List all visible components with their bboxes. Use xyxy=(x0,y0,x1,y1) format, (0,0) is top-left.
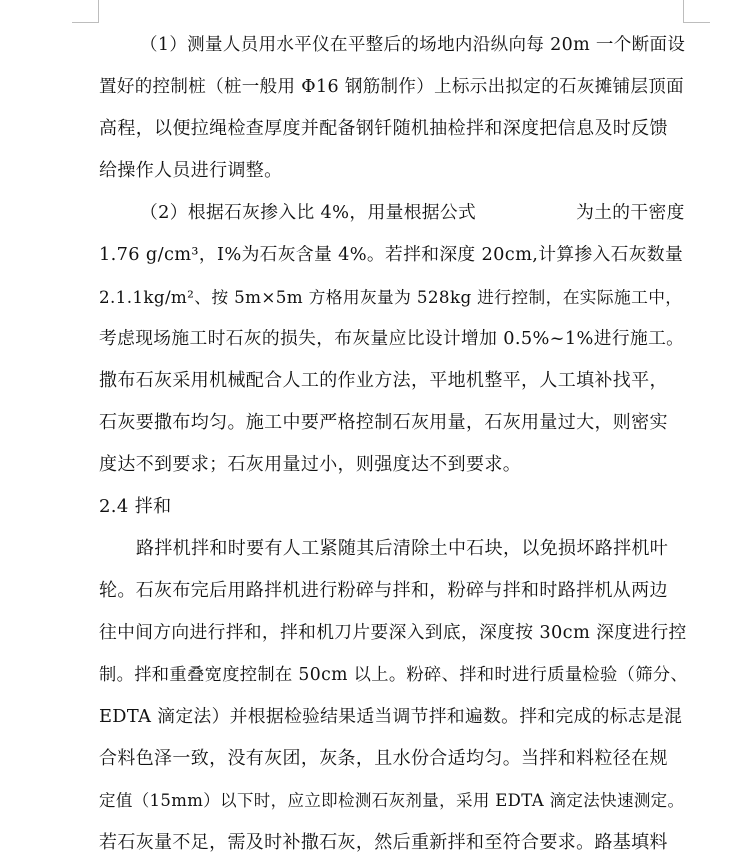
paragraph-3-line-1: 路拌机拌和时要有人工紧随其后清除土中石块，以免损坏路拌机叶 xyxy=(136,538,669,559)
paragraph-2-line-1-start: （2）根据石灰掺入比 4%，用量根据公式 xyxy=(140,203,477,223)
paragraph-3-line-7: 定值（15mm）以下时，应立即检测石灰剂量，采用 EDTA 滴定法快速测定。 xyxy=(99,791,685,810)
paragraph-2-line-5: 撒布石灰采用机械配合人工的作业方法，平地机整平，人工填补找平， xyxy=(99,370,668,391)
paragraph-2-line-4: 考虑现场施工时石灰的损失，布灰量应比设计增加 0.5%~1%进行施工。 xyxy=(99,329,685,349)
paragraph-1-line-3: 高程，以便拉绳检查厚度并配备钢钎随机抽检拌和深度把信息及时反馈 xyxy=(99,118,668,139)
paragraph-2-line-1 xyxy=(140,199,688,227)
paragraph-3-line-3: 往中间方向进行拌和，拌和机刀片要深入到底，深度按 30cm 深度进行控 xyxy=(99,623,687,643)
paragraph-2-line-2: 1.76 g/cm³，I%为石灰含量 4%。若拌和深度 20cm,计算掺入石灰数量 xyxy=(99,245,684,265)
page-corner-mark-top-left xyxy=(72,0,99,23)
page-corner-mark-top-right xyxy=(683,0,710,23)
section-heading-2-4: 2.4 拌和 xyxy=(99,496,172,517)
paragraph-3-line-6: 合料色泽一致，没有灰团，灰条，且水份合适均匀。当拌和料粒径在规 xyxy=(99,748,668,769)
paragraph-3-line-8: 若石灰量不足，需及时补撒石灰，然后重新拌和至符合要求。路基填料 xyxy=(99,832,668,853)
paragraph-3-line-4: 制。拌和重叠宽度控制在 50cm 以上。粉碎、拌和时进行质量检验（筛分、 xyxy=(99,665,689,685)
paragraph-1-line-1: （1）测量人员用水平仪在平整后的场地内沿纵向每 20m 一个断面设 xyxy=(140,35,686,55)
paragraph-3-line-5: EDTA 滴定法）并根据检验结果适当调节拌和遍数。拌和完成的标志是混 xyxy=(99,707,683,727)
paragraph-2-line-6: 石灰要撒布均匀。施工中要严格控制石灰用量，石灰用量过大，则密实 xyxy=(99,412,668,433)
paragraph-2-line-7: 度达不到要求；石灰用量过小，则强度达不到要求。 xyxy=(99,454,522,475)
paragraph-2-line-3: 2.1.1kg/m²、按 5m×5m 方格用灰量为 528kg 进行控制，在实际施工中， xyxy=(99,287,683,307)
paragraph-1-line-2: 置好的控制桩（桩一般用 Φ16 钢筋制作）上标示出拟定的石灰摊铺层顶面 xyxy=(99,77,684,97)
paragraph-1-line-4: 给操作人员进行调整。 xyxy=(99,160,283,181)
paragraph-3-line-2: 轮。石灰布完后用路拌机进行粉碎与拌和，粉碎与拌和时路拌机从两边 xyxy=(99,580,668,601)
paragraph-2-line-1-end: 为土的干密度 xyxy=(576,203,685,223)
